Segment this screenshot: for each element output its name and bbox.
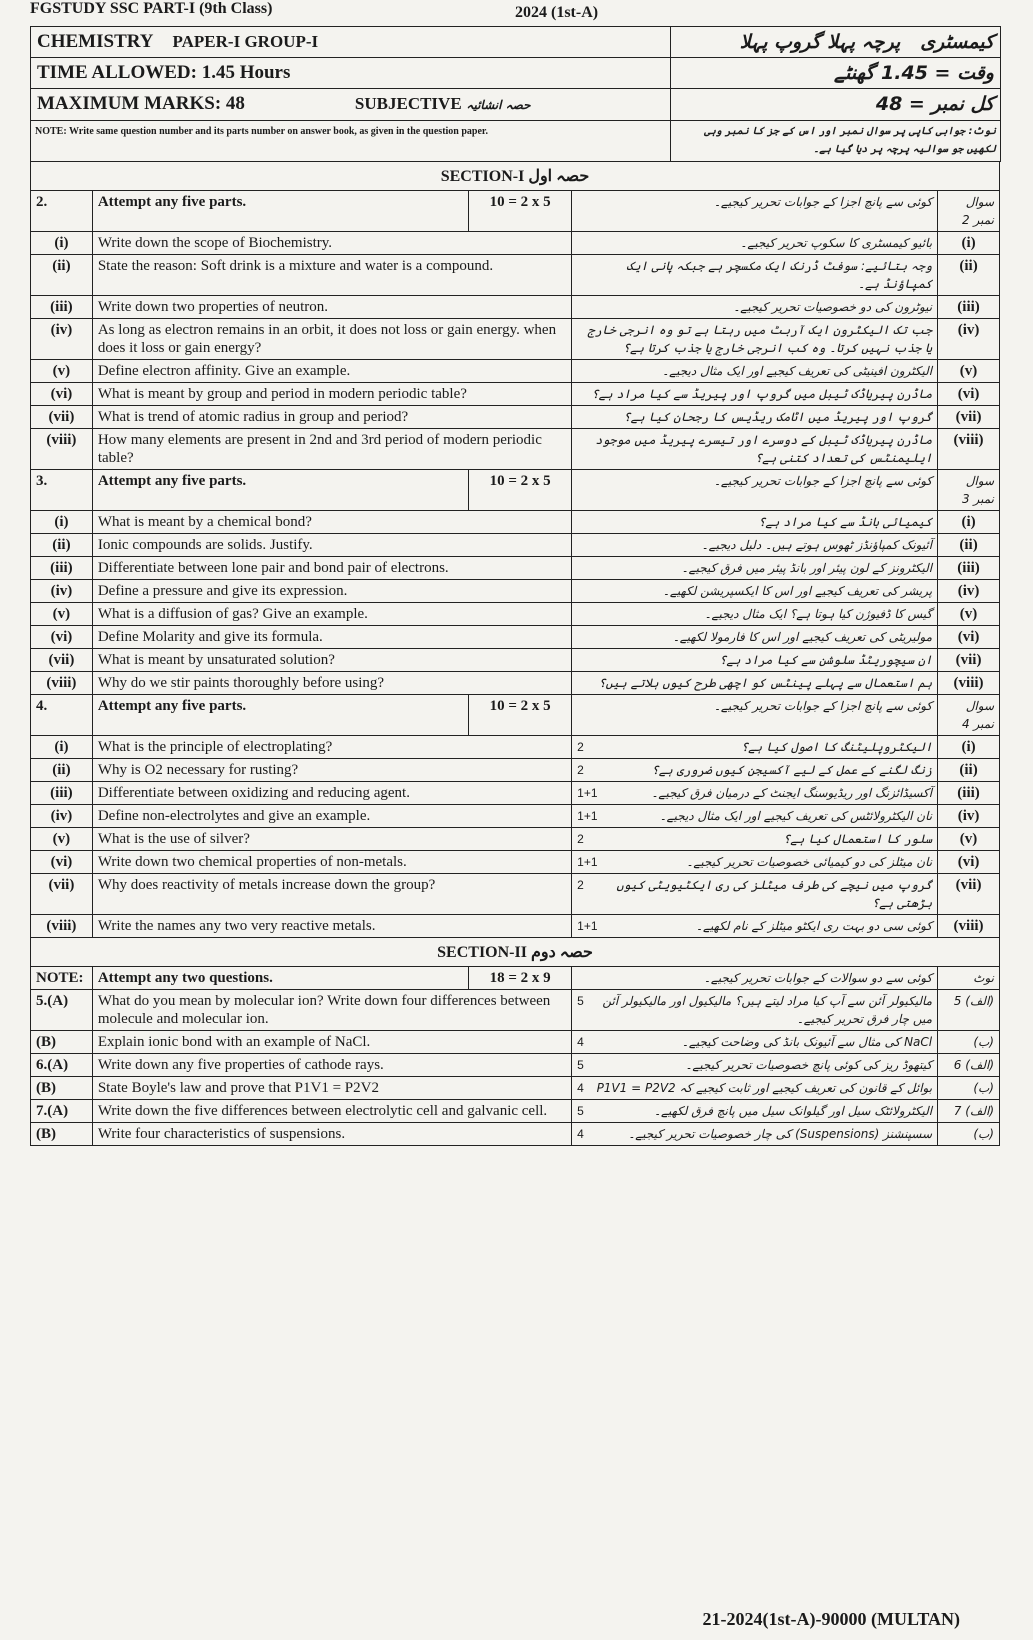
long-question-text-ur-content: NaCl کی مثال سے آئیونک بانڈ کی وضاحت کیجیے۔ [681,1035,933,1049]
part-text-en: Define Molarity and give its formula. [92,626,571,649]
subject-ur-text: کیمسٹری [920,31,994,53]
part-number-ur: (vii) [938,874,1000,915]
question-instruction-ur: کوئی سے پانچ اجزا کے جوابات تحریر کیجیے۔ [572,191,938,232]
question-header-row [31,470,1000,511]
long-question-number: (B) [31,1077,93,1100]
part-text-ur-content: ان سیچوریٹڈ سلوشن سے کیا مراد ہے؟ [719,653,933,667]
part-number: (iv) [31,319,93,360]
exam-paper [30,0,1000,1640]
part-text-en: Why does reactivity of metals increase down the group? [92,874,571,915]
long-question-text-ur [572,1077,938,1100]
long-question-text-ur [572,990,938,1031]
part-text-ur-content: گروپ اور پیریڈ میں اٹامک ریڈیس کا رجحان کیا ہے؟ [623,410,933,424]
question-marks: 10 = 2 x 5 [469,470,572,511]
subject-ur [671,27,1001,58]
question-part-row [31,672,1000,695]
part-text-ur-content: ماڈرن پیریاڈک ٹیبل کے دوسرے اور تیسرے پیریڈ میں موجود ایلیمنٹس کی تعداد کتنی ہے؟ [595,433,933,465]
part-text-en: State the reason: Soft drink is a mixture and water is a compound. [92,255,571,296]
part-number-ur: (viii) [938,915,1000,938]
part-number: (iii) [31,557,93,580]
questions-table [30,190,1000,938]
part-text-ur [572,915,938,938]
part-number: (vii) [31,874,93,915]
part-text-ur [572,736,938,759]
part-number-ur: (vi) [938,851,1000,874]
part-text-ur [572,429,938,470]
note-ur: نوٹ: جوابی کاپی پر سوال نمبر اور اس کے جز کا نمبر وہی لکھیں جو سوالیہ پرچہ پر دیا گیا ہے۔ [671,121,1001,162]
part-text-en: What is a diffusion of gas? Give an example. [92,603,571,626]
question-instruction: Attempt any five parts. [92,695,468,736]
part-text-en: What is the use of silver? [92,828,571,851]
question-header-row [31,191,1000,232]
part-text-ur [572,406,938,429]
part-number-ur: (v) [938,603,1000,626]
part-text-ur-content: کیمیائی بانڈ سے کیا مراد ہے؟ [758,515,933,529]
time-ur: وقت = 1.45 گھنٹے [671,58,1001,89]
part-number: (ii) [31,534,93,557]
footer-code: 21-2024(1st-A)-90000 (MULTAN) [702,1609,960,1629]
part-text-en: Why do we stir paints thoroughly before using? [92,672,571,695]
part-number-ur: (vii) [938,406,1000,429]
part-number: (viii) [31,915,93,938]
long-question-text-ur-content: الیکٹرولائٹک سیل اور گیلوانک سیل میں پانچ فرق لکھیے۔ [653,1104,933,1118]
question-number: 2. [31,191,93,232]
part-number-ur: (ii) [938,534,1000,557]
part-text-ur-content: گیس کا ڈفیوژن کیا ہوتا ہے؟ ایک مثال دیجیے۔ [704,607,933,621]
part-marks: 2 [577,763,584,777]
subjective-label: SUBJECTIVE [354,94,462,113]
class-label: FGSTUDY SSC PART-I (9th Class) [30,0,273,17]
subject-cell [31,27,671,58]
question-part-row [31,805,1000,828]
long-question-number-ur: (الف) 5 [938,990,1000,1031]
part-text-ur [572,383,938,406]
note-en: NOTE: Write same question number and its parts number on answer book, as given in the question paper. [31,121,671,162]
part-text-ur [572,580,938,603]
part-text-ur [572,534,938,557]
note-ur-text: کوئی سے دو سوالات کے جوابات تحریر کیجیے۔ [572,967,938,990]
long-question-row [31,1123,1000,1146]
long-question-text-ur-content: کیتھوڈ ریز کی کوئی پانچ خصوصیات تحریر کیجیے۔ [685,1058,933,1072]
time-allowed: TIME ALLOWED: 1.45 Hours [31,58,671,89]
part-text-en: What is meant by a chemical bond? [92,511,571,534]
part-number: (viii) [31,429,93,470]
part-text-en: Why is O2 necessary for rusting? [92,759,571,782]
max-marks: MAXIMUM MARKS: 48 [37,93,245,114]
part-text-ur-content: جب تک الیکٹرون ایک آربٹ میں رہتا ہے تو وہ انرجی خارج یا جذب نہیں کرتا۔ وہ کب انرجی خارج یا جذب کرتا ہے؟ [587,323,933,355]
part-text-en: Write down two chemical properties of non-metals. [92,851,571,874]
part-text-ur-content: آئیونک کمپاؤنڈز ٹھوس ہوتے ہیں۔ دلیل دیجیے۔ [701,538,933,552]
question-part-row [31,557,1000,580]
part-number-ur: (v) [938,828,1000,851]
part-text-ur-content: بائیو کیمسٹری کا سکوپ تحریر کیجیے۔ [740,236,933,250]
part-number-ur: (ii) [938,255,1000,296]
question-part-row [31,626,1000,649]
part-text-ur-content: ہم استعمال سے پہلے پینٹس کو اچھی طرح کیوں ہلاتے ہیں؟ [598,676,933,690]
part-number-ur: (iv) [938,319,1000,360]
section-2-note-row [31,967,1000,990]
part-text-ur-content: نان الیکٹرولائٹس کی تعریف کیجیے اور ایک مثال دیجیے۔ [659,809,933,823]
part-text-ur [572,851,938,874]
part-text-en: Write the names any two very reactive metals. [92,915,571,938]
part-number: (vii) [31,406,93,429]
part-number-ur: (iv) [938,580,1000,603]
part-text-en: Write down the scope of Biochemistry. [92,232,571,255]
part-text-ur [572,360,938,383]
part-number: (v) [31,603,93,626]
question-part-row [31,534,1000,557]
long-question-marks: 5 [577,994,584,1008]
part-text-ur-content: نیوٹرون کی دو خصوصیات تحریر کیجیے۔ [733,300,933,314]
question-instruction-ur: کوئی سے پانچ اجزا کے جوابات تحریر کیجیے۔ [572,470,938,511]
question-part-row [31,828,1000,851]
question-part-row [31,511,1000,534]
question-number-ur: سوال نمبر 3 [938,470,1000,511]
part-text-ur-content: وجہ بتائیے: سوفٹ ڈرنک ایک مکسچر ہے جبکہ پانی ایک کمپاؤنڈ ہے۔ [626,259,933,291]
long-question-text: State Boyle's law and prove that P1V1 = P2V2 [92,1077,571,1100]
long-question-marks: 5 [577,1104,584,1118]
long-question-text: Write four characteristics of suspensions. [92,1123,571,1146]
note-label: NOTE: [31,967,93,990]
question-part-row [31,296,1000,319]
part-number: (vii) [31,649,93,672]
part-number: (vi) [31,626,93,649]
section-2-table [30,966,1000,1146]
paper-header-top [30,0,1000,26]
part-number: (iv) [31,805,93,828]
part-number: (vi) [31,383,93,406]
part-text-ur [572,759,938,782]
part-text-en: How many elements are present in 2nd and 3rd period of modern periodic table? [92,429,571,470]
part-text-ur-content: نان میٹلز کی دو کیمیائی خصوصیات تحریر کیجیے۔ [686,855,933,869]
long-question-row [31,1100,1000,1123]
question-marks: 10 = 2 x 5 [469,191,572,232]
long-question-text-ur [572,1054,938,1077]
part-text-en: What is the principle of electroplating? [92,736,571,759]
long-question-text-ur-content: مالیکیولر آئن سے آپ کیا مراد لیتے ہیں؟ مالیکیول اور مالیکیولر آئن میں چار فرق تحریر کیجیے۔ [602,994,933,1026]
part-marks: 2 [577,878,584,892]
long-question-row [31,990,1000,1031]
long-question-number-ur: (ب) [938,1123,1000,1146]
subject: CHEMISTRY [37,31,154,52]
marks-ur: کل نمبر = 48 [671,89,1001,121]
part-number: (i) [31,736,93,759]
part-text-en: As long as electron remains in an orbit, it does not loss or gain energy. when does it loss or gain energy? [92,319,571,360]
part-number: (ii) [31,759,93,782]
header-table [30,26,1001,162]
question-part-row [31,736,1000,759]
long-question-row [31,1077,1000,1100]
part-number-ur: (iii) [938,782,1000,805]
section-2-marks: 18 = 2 x 9 [469,967,572,990]
part-number-ur: (i) [938,736,1000,759]
long-question-text: What do you mean by molecular ion? Write down four differences between molecule and molecular ion. [92,990,571,1031]
long-question-number: 5.(A) [31,990,93,1031]
subjective-ur: حصہ انشائیہ [466,98,531,112]
part-text-en: What is meant by unsaturated solution? [92,649,571,672]
part-text-en: Differentiate between lone pair and bond pair of electrons. [92,557,571,580]
question-part-row [31,360,1000,383]
part-text-ur [572,649,938,672]
paper-ur-text: پرچہ پہلا گروپ پہلا [739,31,901,53]
part-text-ur [572,511,938,534]
part-text-ur [572,874,938,915]
part-text-ur-content: سلور کا استعمال کیا ہے؟ [783,832,933,846]
part-text-ur [572,603,938,626]
question-number-ur: سوال نمبر 4 [938,695,1000,736]
part-text-ur-content: زنگ لگنے کے عمل کے لیے آکسیجن کیوں ضروری ہے؟ [651,763,933,777]
section-2-title: SECTION-II حصہ دوم [30,938,1000,966]
long-question-number-ur: (الف) 7 [938,1100,1000,1123]
part-text-ur-content: الیکٹرون افینیٹی کی تعریف کیجیے اور ایک مثال دیجیے۔ [662,364,933,378]
question-part-row [31,319,1000,360]
question-number: 4. [31,695,93,736]
long-question-text: Write down the five differences between electrolytic cell and galvanic cell. [92,1100,571,1123]
part-text-ur [572,626,938,649]
part-number: (v) [31,360,93,383]
long-question-text-ur-content: بوائل کے قانون کی تعریف کیجیے اور ثابت کیجیے کہ P1V1 = P2V2 [596,1081,933,1095]
part-number-ur: (iii) [938,557,1000,580]
part-text-ur-content: ماڈرن پیریاڈک ٹیبل میں گروپ اور پیریڈ سے کیا مراد ہے؟ [591,387,933,401]
part-text-ur-content: الیکٹروپلیٹنگ کا اصول کیا ہے؟ [741,740,933,754]
part-text-ur [572,672,938,695]
part-number: (i) [31,511,93,534]
part-marks: 2 [577,832,584,846]
part-number: (iii) [31,782,93,805]
paper-group: PAPER-I GROUP-I [172,32,319,51]
part-marks: 1+1 [577,786,598,800]
question-part-row [31,915,1000,938]
part-number-ur: (vi) [938,383,1000,406]
long-question-text: Explain ionic bond with an example of NaCl. [92,1031,571,1054]
question-instruction: Attempt any five parts. [92,191,468,232]
part-text-en: What is trend of atomic radius in group and period? [92,406,571,429]
question-part-row [31,232,1000,255]
max-marks-cell [31,89,671,121]
part-number-ur: (vii) [938,649,1000,672]
long-question-number-ur: (ب) [938,1077,1000,1100]
question-number: 3. [31,470,93,511]
part-text-ur [572,828,938,851]
part-text-ur [572,557,938,580]
long-question-number: (B) [31,1123,93,1146]
question-part-row [31,580,1000,603]
question-instruction: Attempt any five parts. [92,470,468,511]
part-text-ur [572,319,938,360]
long-question-text-ur [572,1123,938,1146]
long-question-text-ur [572,1031,938,1054]
long-question-marks: 4 [577,1035,584,1049]
part-marks: 1+1 [577,855,598,869]
part-number-ur: (vi) [938,626,1000,649]
part-number: (iii) [31,296,93,319]
year-label: 2024 (1st-A) [515,4,599,21]
question-header-row [31,695,1000,736]
long-question-text-ur [572,1100,938,1123]
part-text-ur [572,296,938,319]
question-instruction-ur: کوئی سے پانچ اجزا کے جوابات تحریر کیجیے۔ [572,695,938,736]
part-number: (ii) [31,255,93,296]
long-question-marks: 4 [577,1081,584,1095]
part-text-ur-content: آکسیڈائزنگ اور ریڈیوسنگ ایجنٹ کے درمیان فرق کیجیے۔ [651,786,933,800]
part-marks: 1+1 [577,919,598,933]
long-question-marks: 5 [577,1058,584,1072]
part-marks: 1+1 [577,809,598,823]
part-text-ur [572,805,938,828]
part-number-ur: (i) [938,232,1000,255]
question-part-row [31,406,1000,429]
part-number-ur: (iii) [938,296,1000,319]
question-part-row [31,782,1000,805]
part-text-ur-content: الیکٹرونز کے لون پیئر اور بانڈ پیئر میں فرق کیجیے۔ [681,561,933,575]
part-text-ur-content: گروپ میں نیچے کی طرف میٹلز کی ری ایکٹیویٹی کیوں بڑھتی ہے؟ [616,878,933,910]
question-part-row [31,255,1000,296]
part-marks: 2 [577,740,584,754]
question-part-row [31,383,1000,406]
part-number: (vi) [31,851,93,874]
long-question-row [31,1031,1000,1054]
section-1-title: SECTION-I حصہ اول [30,162,1000,190]
question-part-row [31,649,1000,672]
long-question-number-ur: (الف) 6 [938,1054,1000,1077]
part-number: (viii) [31,672,93,695]
part-text-ur-content: کوئی سی دو بہت ری ایکٹو میٹلز کے نام لکھیے۔ [695,919,933,933]
question-part-row [31,603,1000,626]
long-question-marks: 4 [577,1127,584,1141]
part-number-ur: (i) [938,511,1000,534]
part-number-ur: (v) [938,360,1000,383]
part-number-ur: (viii) [938,672,1000,695]
long-question-number-ur: (ب) [938,1031,1000,1054]
question-part-row [31,759,1000,782]
part-text-en: Define non-electrolytes and give an example. [92,805,571,828]
question-number-ur: سوال نمبر 2 [938,191,1000,232]
part-number-ur: (iv) [938,805,1000,828]
part-text-ur-content: پریشر کی تعریف کیجیے اور اس کا ایکسپریشن لکھیے۔ [662,584,933,598]
part-text-en: Define a pressure and give its expression. [92,580,571,603]
part-number: (i) [31,232,93,255]
part-text-ur-content: مولیریٹی کی تعریف کیجیے اور اس کا فارمولا لکھیے۔ [672,630,933,644]
note-text: Attempt any two questions. [92,967,468,990]
part-text-en: Differentiate between oxidizing and reducing agent. [92,782,571,805]
long-question-number: 6.(A) [31,1054,93,1077]
part-text-en: Define electron affinity. Give an example. [92,360,571,383]
long-question-number: 7.(A) [31,1100,93,1123]
long-question-text: Write down any five properties of cathode rays. [92,1054,571,1077]
part-number-ur: (viii) [938,429,1000,470]
part-text-ur [572,782,938,805]
question-marks: 10 = 2 x 5 [469,695,572,736]
part-number: (v) [31,828,93,851]
question-part-row [31,874,1000,915]
long-question-number: (B) [31,1031,93,1054]
note-ur-label: نوٹ [938,967,1000,990]
long-question-text-ur-content: سسپنشنز (Suspensions) کی چار خصوصیات تحریر کیجیے۔ [628,1127,933,1141]
part-text-ur [572,255,938,296]
question-part-row [31,429,1000,470]
long-question-row [31,1054,1000,1077]
part-text-en: What is meant by group and period in modern periodic table? [92,383,571,406]
part-number: (iv) [31,580,93,603]
part-text-ur [572,232,938,255]
part-text-en: Write down two properties of neutron. [92,296,571,319]
part-number-ur: (ii) [938,759,1000,782]
part-text-en: Ionic compounds are solids. Justify. [92,534,571,557]
question-part-row [31,851,1000,874]
